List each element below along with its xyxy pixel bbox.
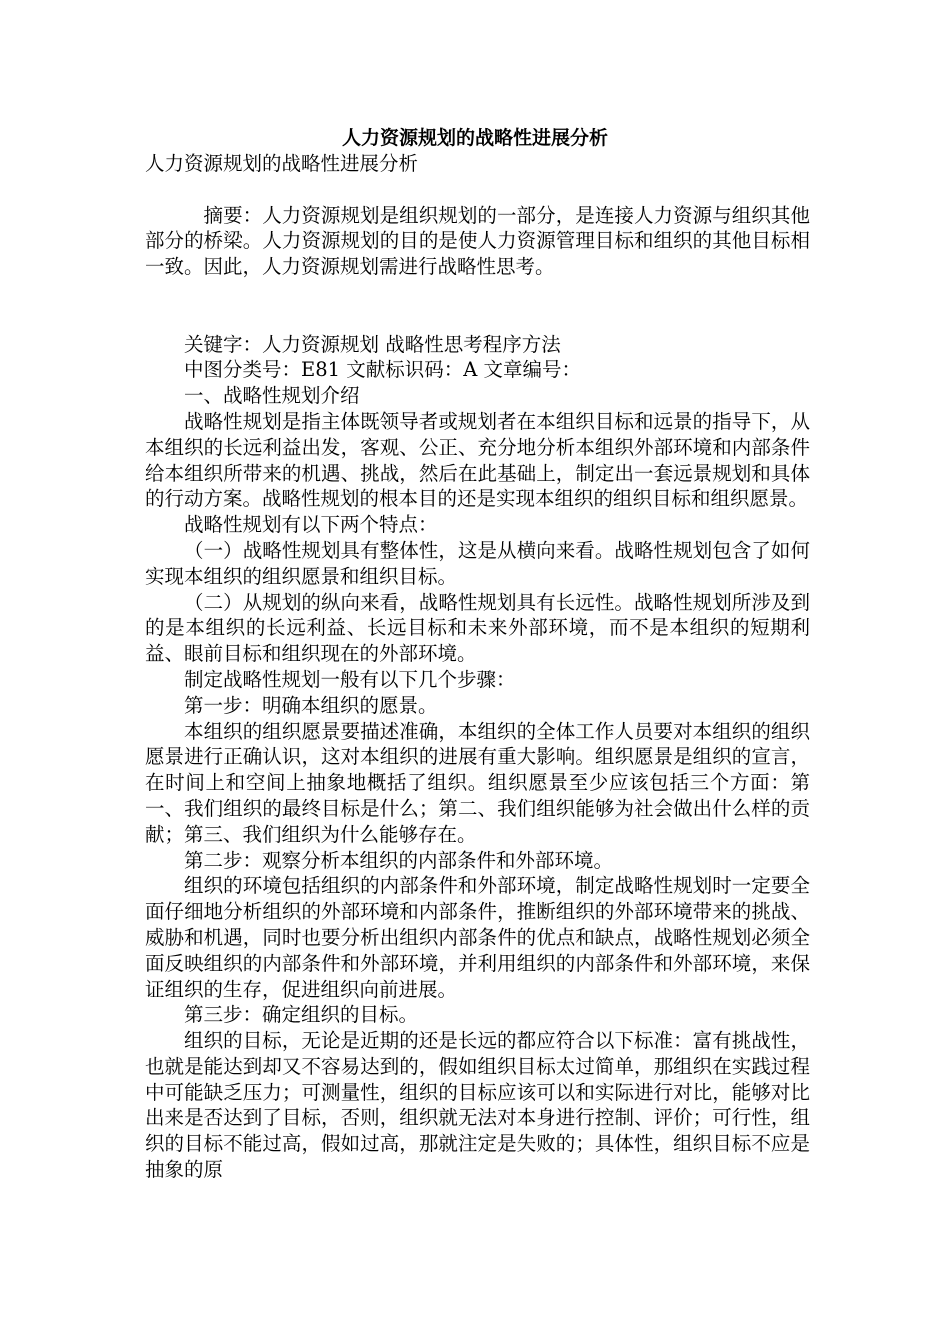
document-subtitle: 人力资源规划的战略性进展分析	[145, 152, 419, 175]
body-paragraph: 战略性规划是指主体既领导者或规划者在本组织目标和远景的指导下，从本组织的长远利益出发，客观、公正、充分地分析本组织外部环境和内部条件给本组织所带来的机遇、挑战，然后在此基础上，制定出一套远景规划和具体的行动方案。战略性规划的根本目的还是实现本组织的组织目标和组织愿景。	[145, 409, 810, 511]
spacer	[145, 177, 810, 203]
classification-line: 中图分类号：E81 文献标识码：A 文章编号：	[184, 358, 582, 382]
document-title: 人力资源规划的战略性进展分析	[341, 127, 608, 149]
body-paragraph: （二）从规划的纵向来看，战略性规划具有长远性。战略性规划所涉及到的是本组织的长远利益、长远目标和未来外部环境，而不是本组织的短期利益、眼前目标和组织现在的外部环境。	[145, 590, 810, 666]
body-paragraph: 组织的目标，无论是近期的还是长远的都应符合以下标准：富有挑战性，也就是能达到却又不容易达到的，假如组织目标太过简单，那组织在实践过程中可能缺乏压力；可测量性，组织的目标应该可以和实际进行对比，能够对比出来是否达到了目标，否则，组织就无法对本身进行控制、评价；可行性，组织的目标不能过高，假如过高，那就注定是失败的；具体性，组织目标不应是抽象的原	[145, 1029, 810, 1182]
body-paragraph: （一）战略性规划具有整体性，这是从横向来看。战略性规划包含了如何实现本组织的组织愿景和组织目标。	[145, 538, 810, 588]
step-heading: 第三步：确定组织的目标。	[184, 1003, 419, 1027]
abstract-paragraph: 摘要：人力资源规划是组织规划的一部分，是连接人力资源与组织其他部分的桥梁。人力资源规划的目的是使人力资源管理目标和组织的其他目标相一致。因此，人力资源规划需进行战略性思考。	[145, 203, 810, 279]
keywords-line: 关键字：人力资源规划 战略性思考程序方法	[184, 332, 561, 356]
step-heading: 第二步：观察分析本组织的内部条件和外部环境。	[184, 848, 614, 872]
step-heading: 第一步：明确本组织的愿景。	[184, 693, 438, 717]
body-paragraph: 组织的环境包括组织的内部条件和外部环境，制定战略性规划时一定要全面仔细地分析组织的外部环境和内部条件，推断组织的外部环境带来的挑战、威胁和机遇，同时也要分析出组织内部条件的优点和缺点，战略性规划必须全面反映组织的内部条件和外部环境，并利用组织的内部条件和外部环境，来保证组织的生存，促进组织向前进展。	[145, 874, 810, 1001]
body-paragraph: 制定战略性规划一般有以下几个步骤：	[184, 667, 516, 691]
document-body	[145, 151, 810, 1183]
section-heading: 一、战略性规划介绍	[184, 384, 360, 408]
spacer	[145, 280, 810, 332]
body-paragraph: 战略性规划有以下两个特点：	[184, 513, 438, 537]
body-paragraph: 本组织的组织愿景要描述准确，本组织的全体工作人员要对本组织的组织愿景进行正确认识，这对本组织的进展有重大影响。组织愿景是组织的宣言，在时间上和空间上抽象地概括了组织。组织愿景至少应该包括三个方面：第一、我们组织的最终目标是什么；第二、我们组织能够为社会做出什么样的贡献；第三、我们组织为什么能够存在。	[145, 719, 810, 846]
